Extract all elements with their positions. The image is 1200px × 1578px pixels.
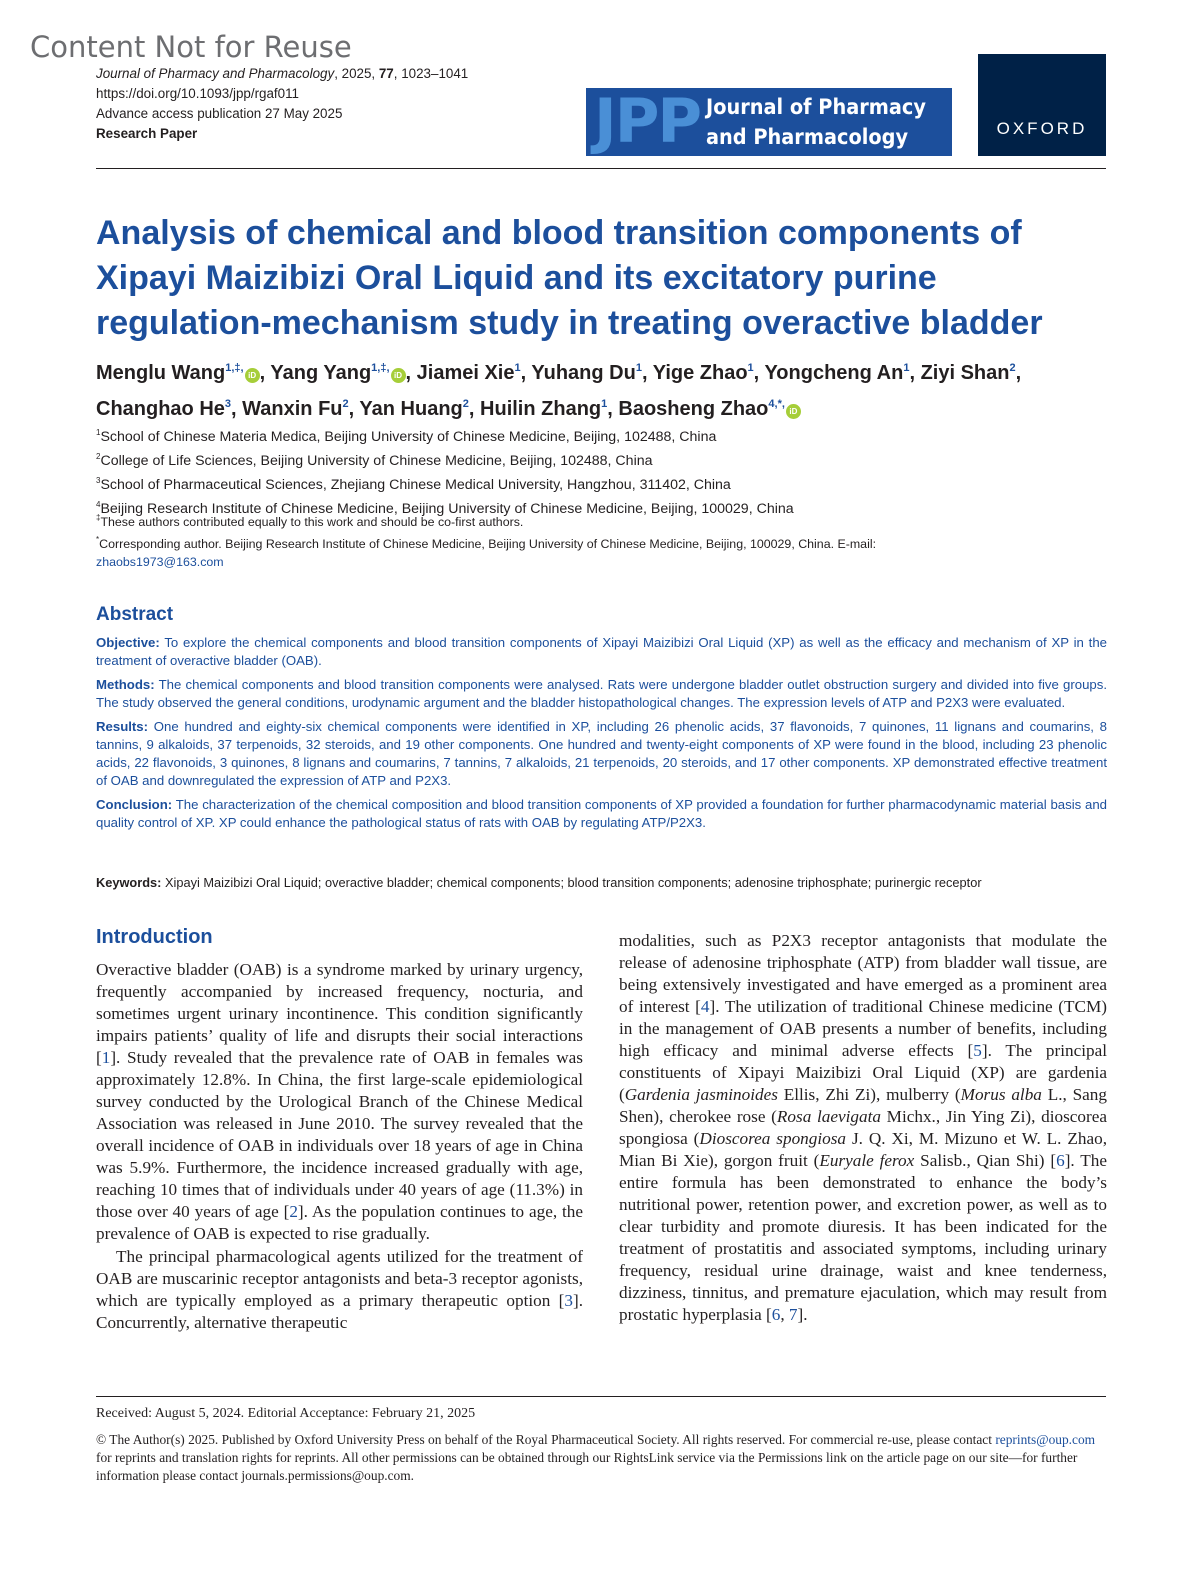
citation — [96, 64, 468, 84]
author-name: Jiamei Xie — [416, 362, 515, 384]
author-separator: , — [1015, 362, 1022, 384]
author-affiliation-marker: 2 — [462, 398, 469, 410]
author-separator: , — [909, 362, 921, 384]
header-divider — [96, 168, 1106, 169]
author-separator: , — [753, 362, 765, 384]
footer-divider — [96, 1396, 1106, 1397]
jpp-logo-line2: and Pharmacology — [706, 125, 909, 149]
copyright-notice: © The Author(s) 2025. Published by Oxford University Press on behalf of the Royal Pharmaceutical Society. All rights reserved. For commercial re-use, please contact reprints@oup.com for reprints and translation rights for reprints. All other permissions can be obtained through our RightsLink service via the Permissions link on the article page on our site—for further information please contact journals.permissions@oup.com. — [96, 1432, 1096, 1483]
citation-link[interactable]: 7 — [788, 1305, 798, 1324]
intro-paragraph-2-continued: modalities, such as P2X3 receptor antagonists that modulate the release of adenosine triphosphate (ATP) from bladder wall tissue, are being extensively investigated and have emerged as a prominent area of interest [4]. The utilization of traditional Chinese medicine (TCM) in the management of OAB presents a number of benefits, including high efficacy and minimal adverse effects [5]. The principal constituents of Xipayi Maizibizi Oral Liquid (XP) are gardenia (Gardenia jasminoides Ellis, Zhi Zi), mulberry (Morus alba L., Sang Shen), cherokee rose (Rosa laevigata Michx., Jin Ying Zi), dioscorea spongiosa (Dioscorea spongiosa J. Q. Xi, M. Mizuno et W. L. Zhao, Mian Bi Xie), gorgon fruit (Euryale ferox Salisb., Qian Shi) [6]. The entire formula has been demonstrated to enhance the body’s nutritional power, retention power, and excretion power, as well as to clear turbidity and promote diuresis. It has been indicated for the treatment of prostatitis and associated symptoms, including urinary frequency, residual urine drainage, waist and knee tenderness, dizziness, tinnitus, and premature ejaculation, which may result from prostatic hyperplasia [6, 7]. — [619, 931, 1107, 1324]
advance-access: Advance access publication 27 May 2025 — [96, 106, 343, 121]
abstract-body — [96, 634, 1107, 838]
species-name: Rosa laevigata — [776, 1107, 881, 1126]
author-name: Wanxin Fu — [242, 398, 343, 420]
article-type: Research Paper — [96, 126, 198, 141]
received-dates: Received: August 5, 2024. Editorial Acceptance: February 21, 2025 — [96, 1406, 476, 1421]
reprints-email-link[interactable]: reprints@oup.com — [995, 1432, 1096, 1447]
author-notes — [96, 509, 1106, 571]
jpp-logo-line1: Journal of Pharmacy — [706, 95, 927, 119]
author-name: Yang Yang — [270, 362, 372, 384]
author-name: Menglu Wang — [96, 362, 226, 384]
abstract-methods: Methods: The chemical components and blood transition components were analysed. Rats were undergone bladder outlet obstruction surgery and divided into five groups. The study observed the general conditions, urodynamic argument and the bladder histopathological changes. The expression levels of ATP and P2X3 were evaluated. — [96, 677, 1107, 710]
journal-meta — [96, 64, 468, 144]
author-name: Huilin Zhang — [480, 398, 602, 420]
paragraph-fragment: ]. Concurrently, alternative therapeutic — [96, 1291, 583, 1332]
affiliation-2: $^2$College of Life Sciences, Beijing University of Chinese Medicine, Beijing, 102488, China — [96, 452, 653, 469]
jpp-logo-letters: JPP — [594, 86, 701, 157]
author-name: Ziyi Shan — [920, 362, 1010, 384]
author-separator: , — [607, 398, 619, 420]
author-name: Yige Zhao — [652, 362, 748, 384]
citation-link[interactable]: 6 — [771, 1305, 781, 1324]
abstract-objective: Objective: To explore the chemical components and blood transition components of Xipayi Maizibizi Oral Liquid (XP) as well as the efficacy and mechanism of XP in the treatment of overactive bladder (OAB). — [96, 635, 1107, 668]
oxford-logo — [978, 54, 1106, 156]
author-separator: , — [259, 362, 271, 384]
abstract-results: Results: One hundred and eighty-six chemical components were identified in XP, including 26 phenolic acids, 37 flavonoids, 7 quinones, 11 lignans and coumarins, 8 tannins, 9 alkaloids, 37 terpenoids, 32 steroids, and 19 other components. One hundred and twenty-eight components of XP were found in the blood, including 23 phenolic acids, 22 flavonoids, 3 quinones, 8 lignans and coumarins, 7 tannins, 7 alkaloids, 21 terpenoids, 20 steroids, and 17 other components. XP demonstrated effective treatment of OAB and downregulated the expression of ATP and P2X3. — [96, 719, 1107, 788]
citation-year: , 2025, — [334, 66, 379, 81]
keywords — [96, 874, 1107, 892]
oxford-logo-text: OXFORD — [996, 119, 1088, 138]
abstract-heading: Abstract — [96, 604, 174, 625]
author-name: Changhao He — [96, 398, 225, 420]
body-column-right — [619, 930, 1107, 1326]
author-separator: , — [468, 398, 481, 420]
author-affiliation-marker: 1 — [747, 362, 754, 374]
equal-contribution-note: ‡These authors contributed equally to this work and should be co-first authors. — [96, 513, 524, 529]
author-separator: , — [348, 398, 360, 420]
author-separator: , — [231, 398, 243, 420]
abstract-conclusion: Conclusion: The characterization of the chemical composition and blood transition components of XP provided a foundation for further pharmacodynamic material basis and quality control of XP. XP could enhance the pathological status of rats with OAB by regulating ATP/P2X3. — [96, 797, 1107, 830]
author-name: Yan Huang — [359, 398, 463, 420]
author-affiliation-marker: 1,‡, — [371, 362, 390, 374]
citation-link[interactable]: 5 — [973, 1041, 982, 1060]
citation-link[interactable]: 2 — [289, 1202, 298, 1221]
intro-paragraph-1: Overactive bladder (OAB) is a syndrome marked by urinary urgency, frequently accompanied by increased frequency, nocturia, and sometimes urgent urinary incontinence. This condition significantly impairs patients’ quality of life and disrupts their social interactions [1]. Study revealed that the prevalence rate of OAB in females was approximately 12.8%. In China, the first large-scale epidemiological survey conducted by the Urological Branch of the Chinese Medical Association was released in June 2010. The survey revealed that the overall incidence of OAB in individuals over 18 years of age in China was 5.9%. Furthermore, the incidence increased gradually with age, reaching 10 times that of individuals under 40 years of age (11.3%) in those over 40 years of age [2]. As the population continues to age, the prevalence of OAB is expected to rise gradually. — [96, 960, 583, 1243]
species-name: Euryale ferox — [819, 1151, 915, 1170]
corresponding-email-link[interactable]: zhaobs1973@163.com — [96, 555, 224, 569]
affiliation-1: $^1$School of Chinese Materia Medica, Beijing University of Chinese Medicine, Beijing, 102488, China — [96, 428, 717, 445]
author-affiliation-marker: 4,*, — [768, 398, 785, 410]
affiliations — [96, 423, 1106, 519]
jpp-logo — [586, 88, 952, 156]
body-column-left — [96, 959, 583, 1334]
citation-link[interactable]: 1 — [101, 1048, 111, 1067]
author-affiliation-marker: 2 — [1009, 362, 1016, 374]
author-affiliation-marker: 1 — [635, 362, 642, 374]
species-name: Morus alba — [960, 1085, 1042, 1104]
orcid-icon[interactable]: iD — [391, 368, 406, 383]
corresponding-author-note: *Corresponding author. Beijing Research Institute of Chinese Medicine, Beijing University of Chinese Medicine, Beijing, 100029, China. E-mail: — [96, 535, 877, 551]
author-affiliation-marker: 1 — [601, 398, 608, 410]
introduction-heading: Introduction — [96, 926, 213, 948]
author-name: Baosheng Zhao — [618, 398, 769, 420]
author-affiliation-marker: 1,‡, — [225, 362, 244, 374]
species-name: Gardenia jasminoides — [624, 1085, 778, 1104]
author-affiliation-marker: 2 — [342, 398, 349, 410]
keywords-label: Keywords: — [96, 875, 162, 890]
orcid-icon[interactable]: iD — [245, 368, 260, 383]
author-name: Yongcheng An — [764, 362, 904, 384]
citation-link[interactable]: 4 — [700, 997, 710, 1016]
author-list — [96, 353, 1116, 425]
author-separator: , — [520, 362, 532, 384]
orcid-icon[interactable]: iD — [786, 404, 801, 419]
author-affiliation-marker: 3 — [224, 398, 232, 410]
citation-volume: 77 — [378, 66, 394, 81]
citation-link[interactable]: 3 — [564, 1291, 573, 1310]
intro-paragraph-2-start: The principal pharmacological agents utilized for the treatment of OAB are muscarinic receptor antagonists and beta-3 receptor agonists, which are typically employed as a primary therapeutic option [3]. Concurrently, alternative therapeutic — [96, 1247, 583, 1332]
watermark: Content Not for Reuse — [30, 30, 352, 64]
affiliation-4: $^4$Beijing Research Institute of Chinese Medicine, Beijing University of Chinese Medicine, Beijing, 100029, China — [96, 500, 794, 517]
jpp-logo-name — [706, 92, 926, 152]
citation-link[interactable]: 6 — [1056, 1151, 1065, 1170]
author-name: Yuhang Du — [531, 362, 636, 384]
citation-journal: Journal of Pharmacy and Pharmacology — [96, 66, 335, 81]
paragraph-fragment: modalities, such as P2X3 receptor antagonists that modulate the release of adenosine triphosphate (ATP) from bladder wall tissue, are being extensively investigated and have emerged as a prominent area of interest [ — [619, 931, 1107, 1016]
author-affiliation-marker: 1 — [514, 362, 521, 374]
doi-link[interactable]: https://doi.org/10.1093/jpp/rgaf011 — [96, 86, 299, 101]
article-title: Analysis of chemical and blood transition components of Xipayi Maizibizi Oral Liquid and its excitatory purine regulation-mechanism study in treating overactive bladder — [96, 214, 1043, 342]
author-separator: , — [405, 362, 417, 384]
affiliation-3: $^3$School of Pharmaceutical Sciences, Zhejiang Chinese Medical University, Hangzhou, 311402, China — [96, 476, 731, 493]
species-name: Dioscorea spongiosa — [699, 1129, 847, 1148]
author-affiliation-marker: 1 — [903, 362, 910, 374]
citation-pages: , 1023–1041 — [393, 66, 469, 81]
keywords-list: Xipayi Maizibizi Oral Liquid; overactive bladder; chemical components; blood transition components; adenosine triphosphate; purinergic receptor — [161, 875, 982, 890]
author-separator: , — [641, 362, 653, 384]
